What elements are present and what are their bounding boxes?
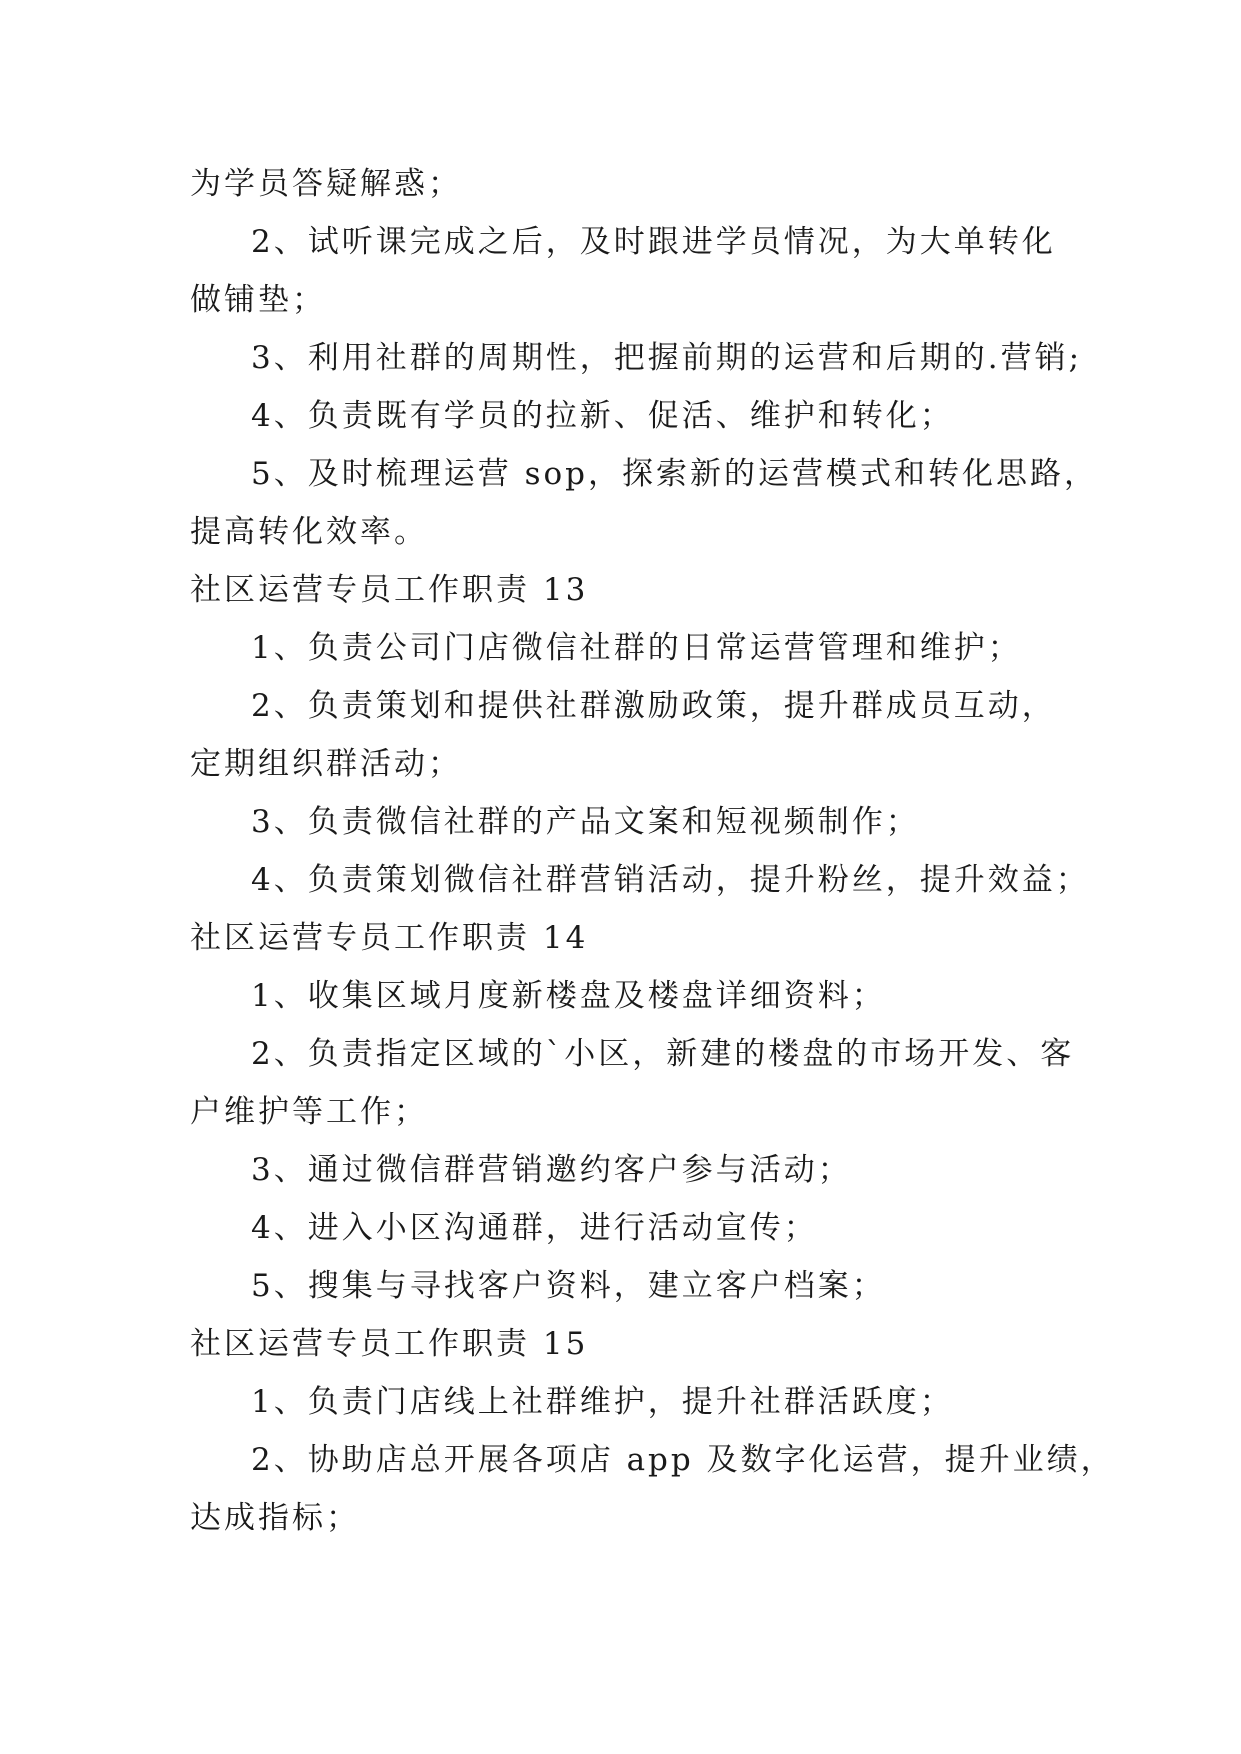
text-line: 3、负责微信社群的产品文案和短视频制作；: [251, 804, 920, 840]
section-heading: 社区运营专员工作职责 14: [190, 920, 589, 956]
text-line: 2、试听课完成之后，及时跟进学员情况，为大单转化: [251, 224, 1056, 260]
text-line: 4、负责既有学员的拉新、促活、维护和转化；: [251, 398, 954, 434]
text-line: 达成指标；: [190, 1500, 360, 1536]
text-line: 3、通过微信群营销邀约客户参与活动；: [251, 1152, 852, 1188]
text-line: 2、负责指定区域的`小区，新建的楼盘的市场开发、客: [251, 1036, 1075, 1072]
text-line: 5、及时梳理运营 sop，探索新的运营模式和转化思路，: [251, 456, 1098, 492]
text-line: 3、利用社群的周期性，把握前期的运营和后期的.营销;: [251, 340, 1083, 376]
text-line: 4、进入小区沟通群，进行活动宣传；: [251, 1210, 818, 1246]
text-line: 1、负责门店线上社群维护，提升社群活跃度；: [251, 1384, 954, 1420]
text-line: 1、收集区域月度新楼盘及楼盘详细资料；: [251, 978, 886, 1014]
section-heading: 社区运营专员工作职责 15: [190, 1326, 589, 1362]
text-line: 2、协助店总开展各项店 app 及数字化运营，提升业绩，: [251, 1442, 1115, 1478]
section-heading: 社区运营专员工作职责 13: [190, 572, 589, 608]
text-line: 1、负责公司门店微信社群的日常运营管理和维护；: [251, 630, 1022, 666]
text-line: 户维护等工作；: [190, 1094, 428, 1130]
text-line: 做铺垫；: [190, 282, 326, 318]
text-line: 提高转化效率。: [190, 514, 428, 550]
text-line: 2、负责策划和提供社群激励政策，提升群成员互动，: [251, 688, 1056, 724]
text-line: 为学员答疑解惑；: [190, 166, 462, 202]
text-line: 4、负责策划微信社群营销活动，提升粉丝，提升效益；: [251, 862, 1090, 898]
text-line: 5、搜集与寻找客户资料，建立客户档案；: [251, 1268, 886, 1304]
text-line: 定期组织群活动；: [190, 746, 462, 782]
